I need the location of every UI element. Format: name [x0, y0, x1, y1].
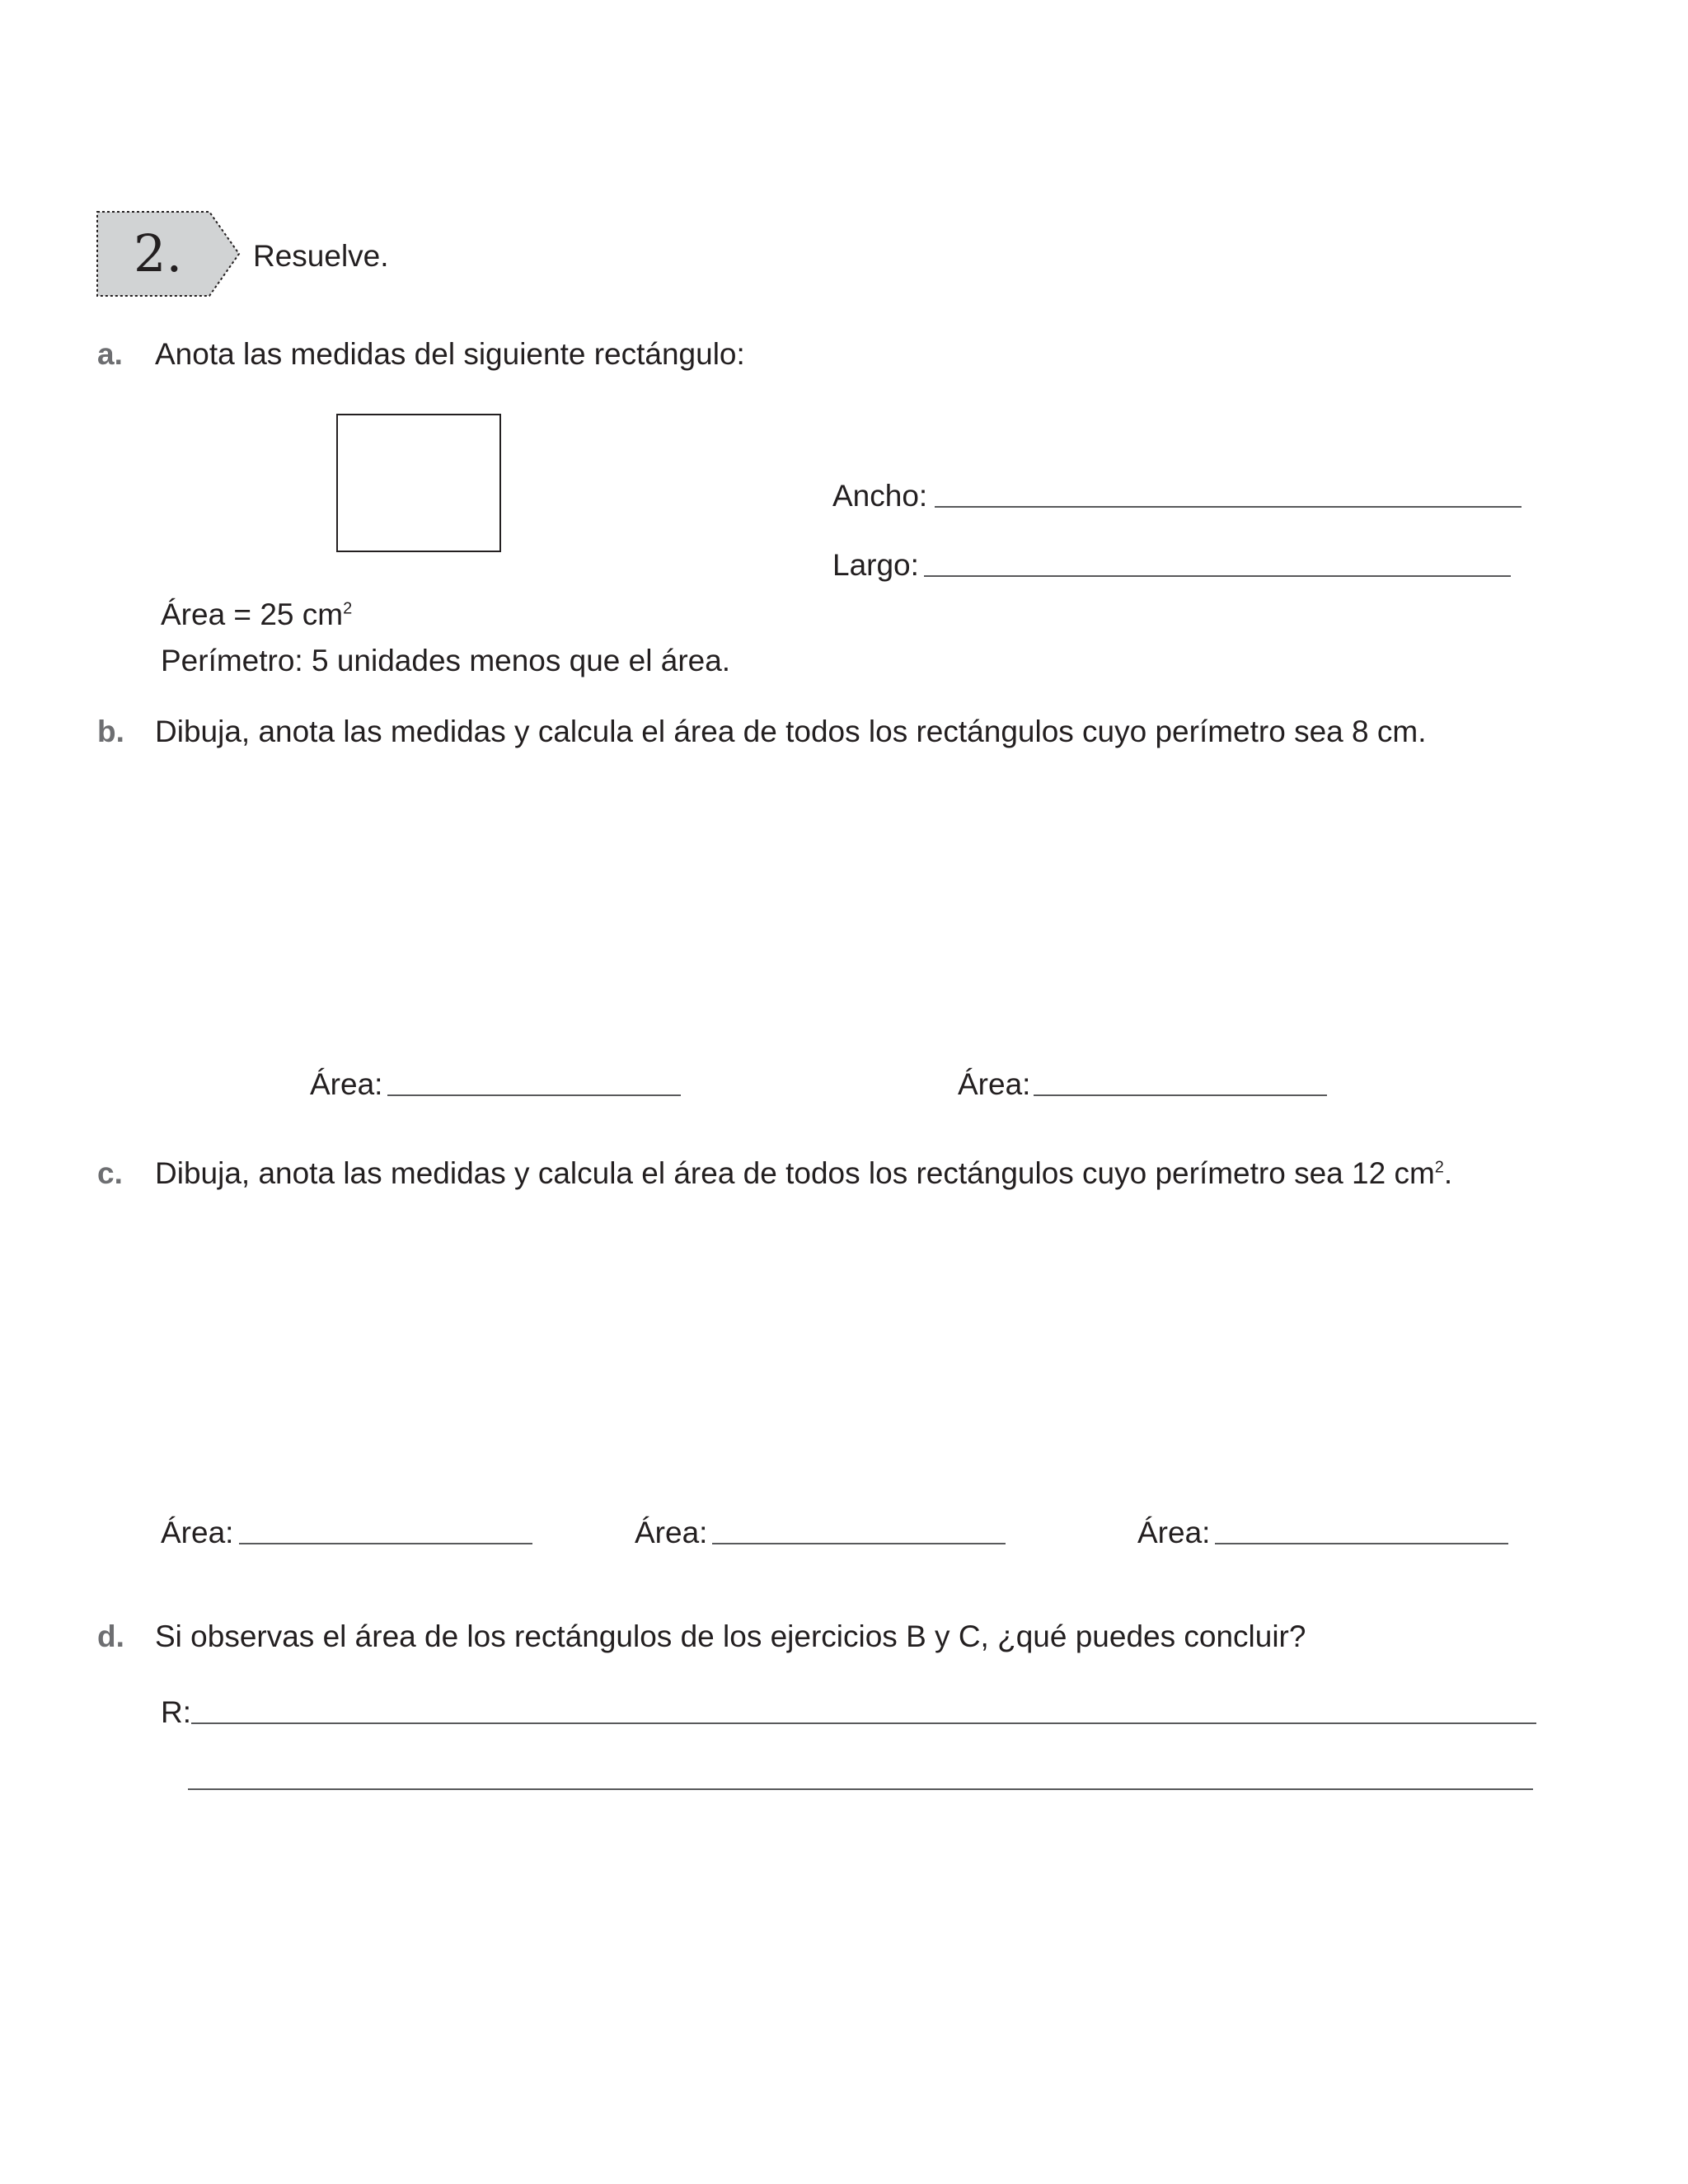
c-area-label-2: Área:: [635, 1516, 708, 1549]
area-given: [161, 597, 352, 633]
c-area-label-3: Área:: [1137, 1516, 1211, 1549]
b-area-answer-line-1[interactable]: [387, 1094, 681, 1096]
section-c-prompt: [155, 1155, 1452, 1192]
c-area-label-1: Área:: [161, 1516, 234, 1549]
area-given-exponent: 2: [343, 599, 353, 618]
section-c-exponent: 2: [1434, 1158, 1444, 1177]
b-area-label-2: Área:: [958, 1067, 1031, 1101]
b-area-label-1: Área:: [310, 1067, 383, 1101]
section-d-prompt: Si observas el área de los rectángulos de los ejercicios B y C, ¿qué puedes concluir?: [155, 1619, 1306, 1653]
largo-answer-line[interactable]: [924, 575, 1511, 577]
ancho-label: Ancho:: [832, 479, 928, 513]
c-area-answer-line-3[interactable]: [1215, 1543, 1508, 1544]
instruction-text: Resuelve.: [253, 239, 389, 273]
b-area-answer-line-2[interactable]: [1034, 1094, 1327, 1096]
section-a-prompt: Anota las medidas del siguiente rectángulo:: [155, 337, 745, 371]
square-figure: [336, 414, 501, 552]
section-c-prompt-end: .: [1443, 1156, 1453, 1190]
section-a-letter: a.: [97, 337, 123, 371]
c-area-answer-line-2[interactable]: [712, 1543, 1006, 1544]
section-d-letter: d.: [97, 1619, 124, 1653]
ancho-answer-line[interactable]: [935, 506, 1522, 508]
c-area-answer-line-1[interactable]: [239, 1543, 532, 1544]
exercise-number: 2.: [134, 223, 183, 284]
answer-line-2[interactable]: [188, 1788, 1533, 1790]
perimetro-given: Perímetro: 5 unidades menos que el área.: [161, 644, 731, 677]
answer-line-1[interactable]: [191, 1722, 1536, 1724]
section-b-prompt: Dibuja, anota las medidas y calcula el área de todos los rectángulos cuyo perímetro sea 8 cm.: [155, 715, 1427, 748]
section-b-letter: b.: [97, 715, 124, 748]
section-c-letter: c.: [97, 1156, 123, 1190]
area-given-text: Área = 25 cm: [161, 598, 344, 631]
answer-label: R:: [161, 1695, 191, 1729]
largo-label: Largo:: [832, 548, 919, 582]
section-c-prompt-text: Dibuja, anota las medidas y calcula el área de todos los rectángulos cuyo perímetro sea 12 cm: [155, 1156, 1435, 1190]
